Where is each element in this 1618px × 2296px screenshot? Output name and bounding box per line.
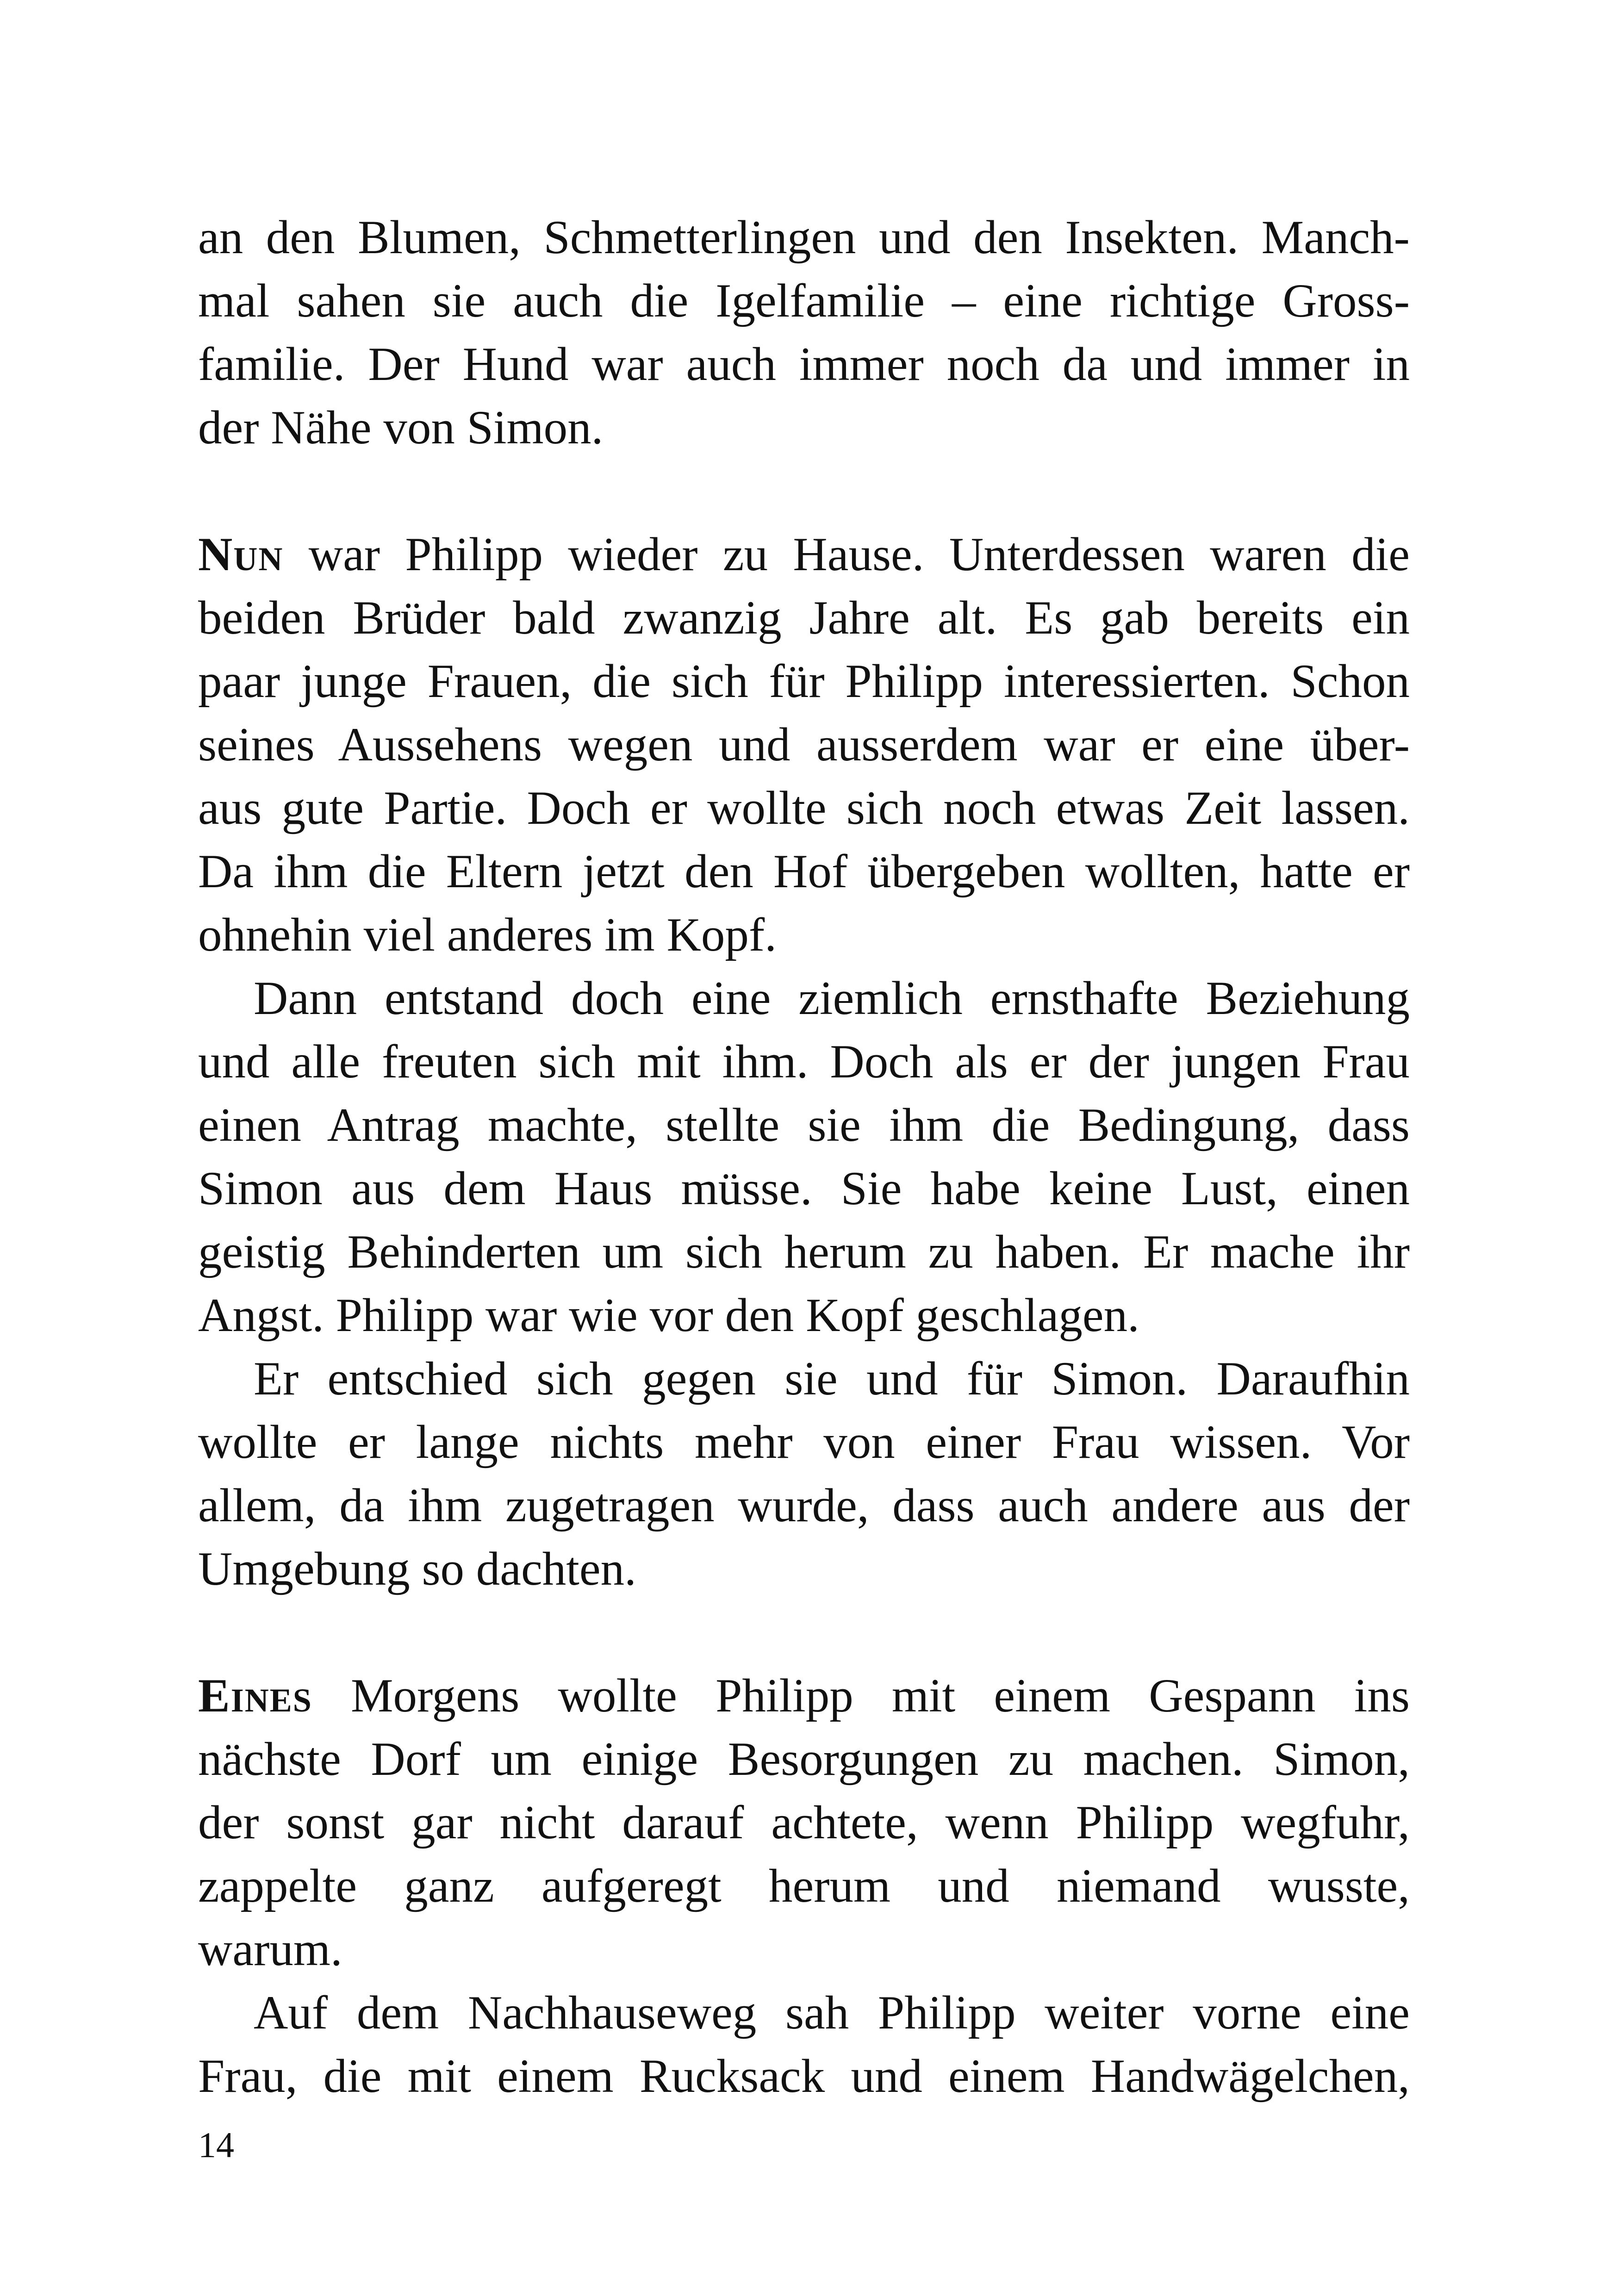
text-line: der Nähe von Simon. [198, 401, 604, 454]
text-line: seines Aussehens wegen und ausserdem war er eine über- [198, 718, 1410, 771]
text-line: an den Blumen, Schmetterlingen und den Insekten. Manch- [198, 211, 1410, 264]
text-line: Er entschied sich gegen sie und für Simon. Daraufhin [254, 1352, 1410, 1405]
line-rest: war Philipp wieder zu Hause. Unterdessen waren die [283, 528, 1410, 581]
text-line: allem, da ihm zugetragen wurde, dass auch andere aus der [198, 1479, 1410, 1532]
line-rest: Morgens wollte Philipp mit einem Gespann ins [312, 1669, 1410, 1722]
text-line [198, 1664, 1410, 1728]
text-line: geistig Behinderten um sich herum zu haben. Er mache ihr [198, 1226, 1410, 1278]
text-line: Umgebung so dachten. [198, 1543, 636, 1595]
paragraph [198, 206, 1410, 460]
paragraph [198, 523, 1410, 967]
page-number: 14 [198, 2125, 234, 2165]
text-line [198, 523, 1410, 586]
small-caps-lead: Eines [198, 1669, 312, 1722]
text-line: wollte er lange nichts mehr von einer Frau wissen. Vor [198, 1416, 1410, 1468]
text-line: Dann entstand doch eine ziemlich ernsthafte Beziehung [254, 972, 1410, 1025]
text-line: warum. [198, 1923, 342, 1976]
text-line: der sonst gar nicht darauf achtete, wenn Philipp wegfuhr, [198, 1796, 1410, 1849]
text-line: aus gute Partie. Doch er wollte sich noch etwas Zeit lassen. [198, 782, 1410, 834]
section-break [198, 460, 1410, 523]
paragraph [198, 1347, 1410, 1601]
text-line: nächste Dorf um einige Besorgungen zu machen. Simon, [198, 1733, 1410, 1786]
text-line: paar junge Frauen, die sich für Philipp interessierten. Schon [198, 655, 1410, 708]
section-break [198, 1601, 1410, 1664]
body-text [198, 206, 1410, 2108]
text-line: einen Antrag machte, stellte sie ihm die Bedingung, dass [198, 1099, 1410, 1151]
paragraph [198, 967, 1410, 1347]
text-line: beiden Brüder bald zwanzig Jahre alt. Es gab bereits ein [198, 591, 1410, 644]
small-caps-lead: Nun [198, 528, 284, 581]
text-line: familie. Der Hund war auch immer noch da und immer in [198, 338, 1410, 391]
text-line: und alle freuten sich mit ihm. Doch als er der jungen Frau [198, 1035, 1410, 1088]
text-line: Angst. Philipp war wie vor den Kopf geschlagen. [198, 1289, 1139, 1342]
text-line: zappelte ganz aufgeregt herum und niemand wusste, [198, 1860, 1410, 1912]
paragraph [198, 1981, 1410, 2108]
text-line: Frau, die mit einem Rucksack und einem Handwägelchen, [198, 2050, 1410, 2103]
text-line: Simon aus dem Haus müsse. Sie habe keine Lust, einen [198, 1162, 1410, 1215]
text-line: ohnehin viel anderes im Kopf. [198, 908, 777, 961]
text-line: Da ihm die Eltern jetzt den Hof übergeben wollten, hatte er [198, 845, 1410, 898]
paragraph [198, 1664, 1410, 1981]
text-line: mal sahen sie auch die Igelfamilie – eine richtige Gross- [198, 274, 1410, 327]
text-line: Auf dem Nachhauseweg sah Philipp weiter vorne eine [254, 1986, 1410, 2039]
